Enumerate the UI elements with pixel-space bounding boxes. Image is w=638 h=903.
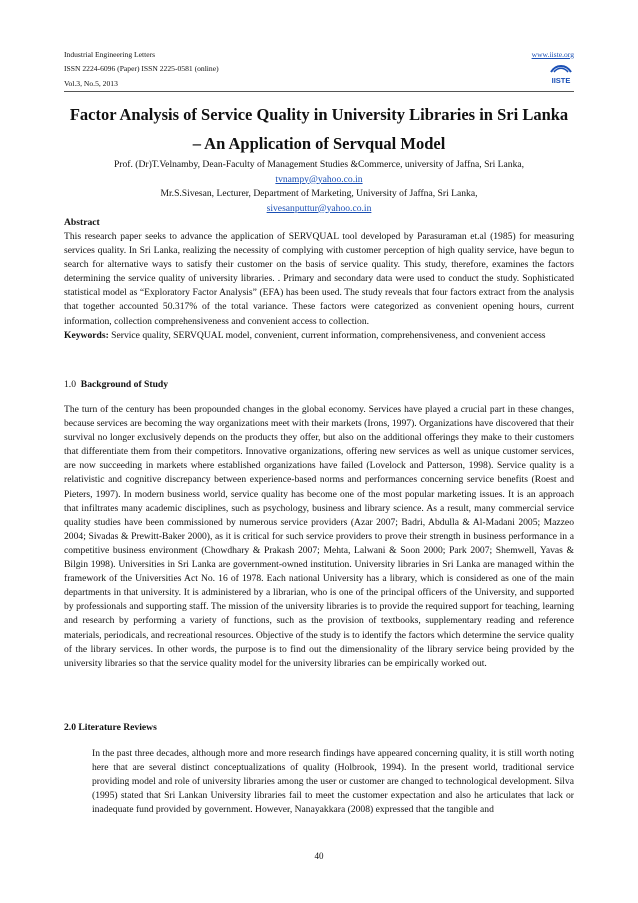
journal-name: Industrial Engineering Letters	[64, 50, 156, 59]
author-1-email[interactable]: tvnampy@yahoo.co.in	[275, 173, 363, 185]
keywords-label: Keywords:	[64, 330, 109, 341]
paper-title: Factor Analysis of Service Quality in University Libraries in Sri Lanka – An Application of Servqual Model	[69, 105, 569, 153]
keywords-text: Service quality, SERVQUAL model, convenient, current information, comprehensiveness, and convenient access	[108, 330, 546, 341]
svg-text:IISTE: IISTE	[551, 76, 571, 85]
section-2-text: In the past three decades, although more and more research findings have appeared concerning quality, it is still worth noting here that are several distinct conceptualizations of quality (Holbrook, 1994). In the present world, traditional service providing model and role of university libraries among the user or customer are changed to technological development. Silva (1995) stated that Sri Lankan University libraries fail to meet the customer expectation and also he articulates that lack or inadequate fund provided by government. However, Nanayakkara (2008) expressed that the tangible and	[92, 748, 574, 816]
author-1: Prof. (Dr)T.Velnamby, Dean-Faculty of Management Studies &Commerce, university of Jaffna, Sri Lanka,	[113, 159, 525, 170]
author-block	[64, 158, 574, 216]
author-2-email[interactable]: sivesanputtur@yahoo.co.in	[266, 202, 372, 214]
journal-url-link[interactable]: www.iiste.org	[531, 50, 574, 59]
keywords	[64, 329, 574, 343]
section-1-text: The turn of the century has been propounded changes in the global economy. Services have played a crucial part in these changes, because services are becoming the way organizations meet with their markets (Irons, 1997). Organizations have discovered that their survival no longer exclusively depends on the products they offer, but also on the additional offerings they make to their customers that differentiate them from their competitors. Innovative organizations, offering new services as well as unique customer services, are now succeeding in markets where established organizations have failed (Lovelock and Patterson, 1998). Service quality is a relativistic and cognitive discrepancy between experience-based norms and performances concerning service benefits (Roest and Pieters, 1997). In modern business world, service quality has become one of the most popular marketing issues. It is an approach that infiltrates many academic disciplines, such as psychology, business and library science. As a result, many commercial service quality studies have been commissioned by numerous service providers (Azar 2007; Badri, Abdulla & Al-Madani 2005; Mazzeo 2004; Sivadas & Prewitt-Baker 2000), as it is critical for such service providers to prove their strength in business performance in a competitive business environment (Chowdhary & Prakash 2007; Mehta, Lalwani & Soon 2000; Park 2007; Shemwell, Yavas & Bilgin 1998). Universities in Sri Lanka are government-owned institution. University libraries in Sri Lanka are managed within the framework of the Universities Act No. 16 of 1978. Each national University has a library, which is considered as one of the main departments in that university. It is administered by a librarian, who is one of the principal officers of the University, and supported by professionals and supporting staff. The mission of the university libraries is to provide the required support for teaching, learning and research by performing a variety of functions, such as the provision of textbooks, supplementary reading and reference materials, periodicals, and recreational resources. Objective of the study is to identify the factors which determine the service quality of the library services. In other words, the purpose is to find out the dimensionality of the library service being provided by the university libraries so that the service quality model for the university libraries can be empirically worked out.	[64, 404, 574, 669]
issn: ISSN 2224-6096 (Paper) ISSN 2225-0581 (online)	[64, 64, 219, 73]
volume: Vol.3, No.5, 2013	[64, 79, 118, 88]
author-2: Mr.S.Sivesan, Lecturer, Department of Marketing, University of Jaffna, Sri Lanka,	[160, 188, 478, 199]
abstract-text: This research paper seeks to advance the application of SERVQUAL tool developed by Parasuraman et.al (1985) for measuring services quality. In Sri Lanka, realizing the necessity of complying with customer perception of high quality service, have begun to search for alternative ways to satisfy their customer on the basis of service quality. This study, therefore, examines the factors determining the service quality of university libraries. . Primary and secondary data were used to conduct the study. Sophisticated statistical model as “Exploratory Factor Analysis” (EFA) has been used. The study reveals that four factors extract from the analysis that together accounted 50.317% of the total variance. These factors were categorized as convenient opening hours, current information, collection comprehensiveness and convenient access to collection.	[64, 231, 574, 327]
header-rule	[64, 91, 574, 92]
section-1-title: Background of Study	[80, 379, 169, 390]
iiste-logo	[548, 62, 574, 86]
abstract-heading: Abstract	[64, 217, 100, 228]
section-1-heading	[64, 378, 574, 392]
section-2-heading: 2.0 Literature Reviews	[64, 722, 157, 733]
page-number: 40	[314, 851, 324, 861]
section-1-number: 1.0	[64, 379, 76, 390]
